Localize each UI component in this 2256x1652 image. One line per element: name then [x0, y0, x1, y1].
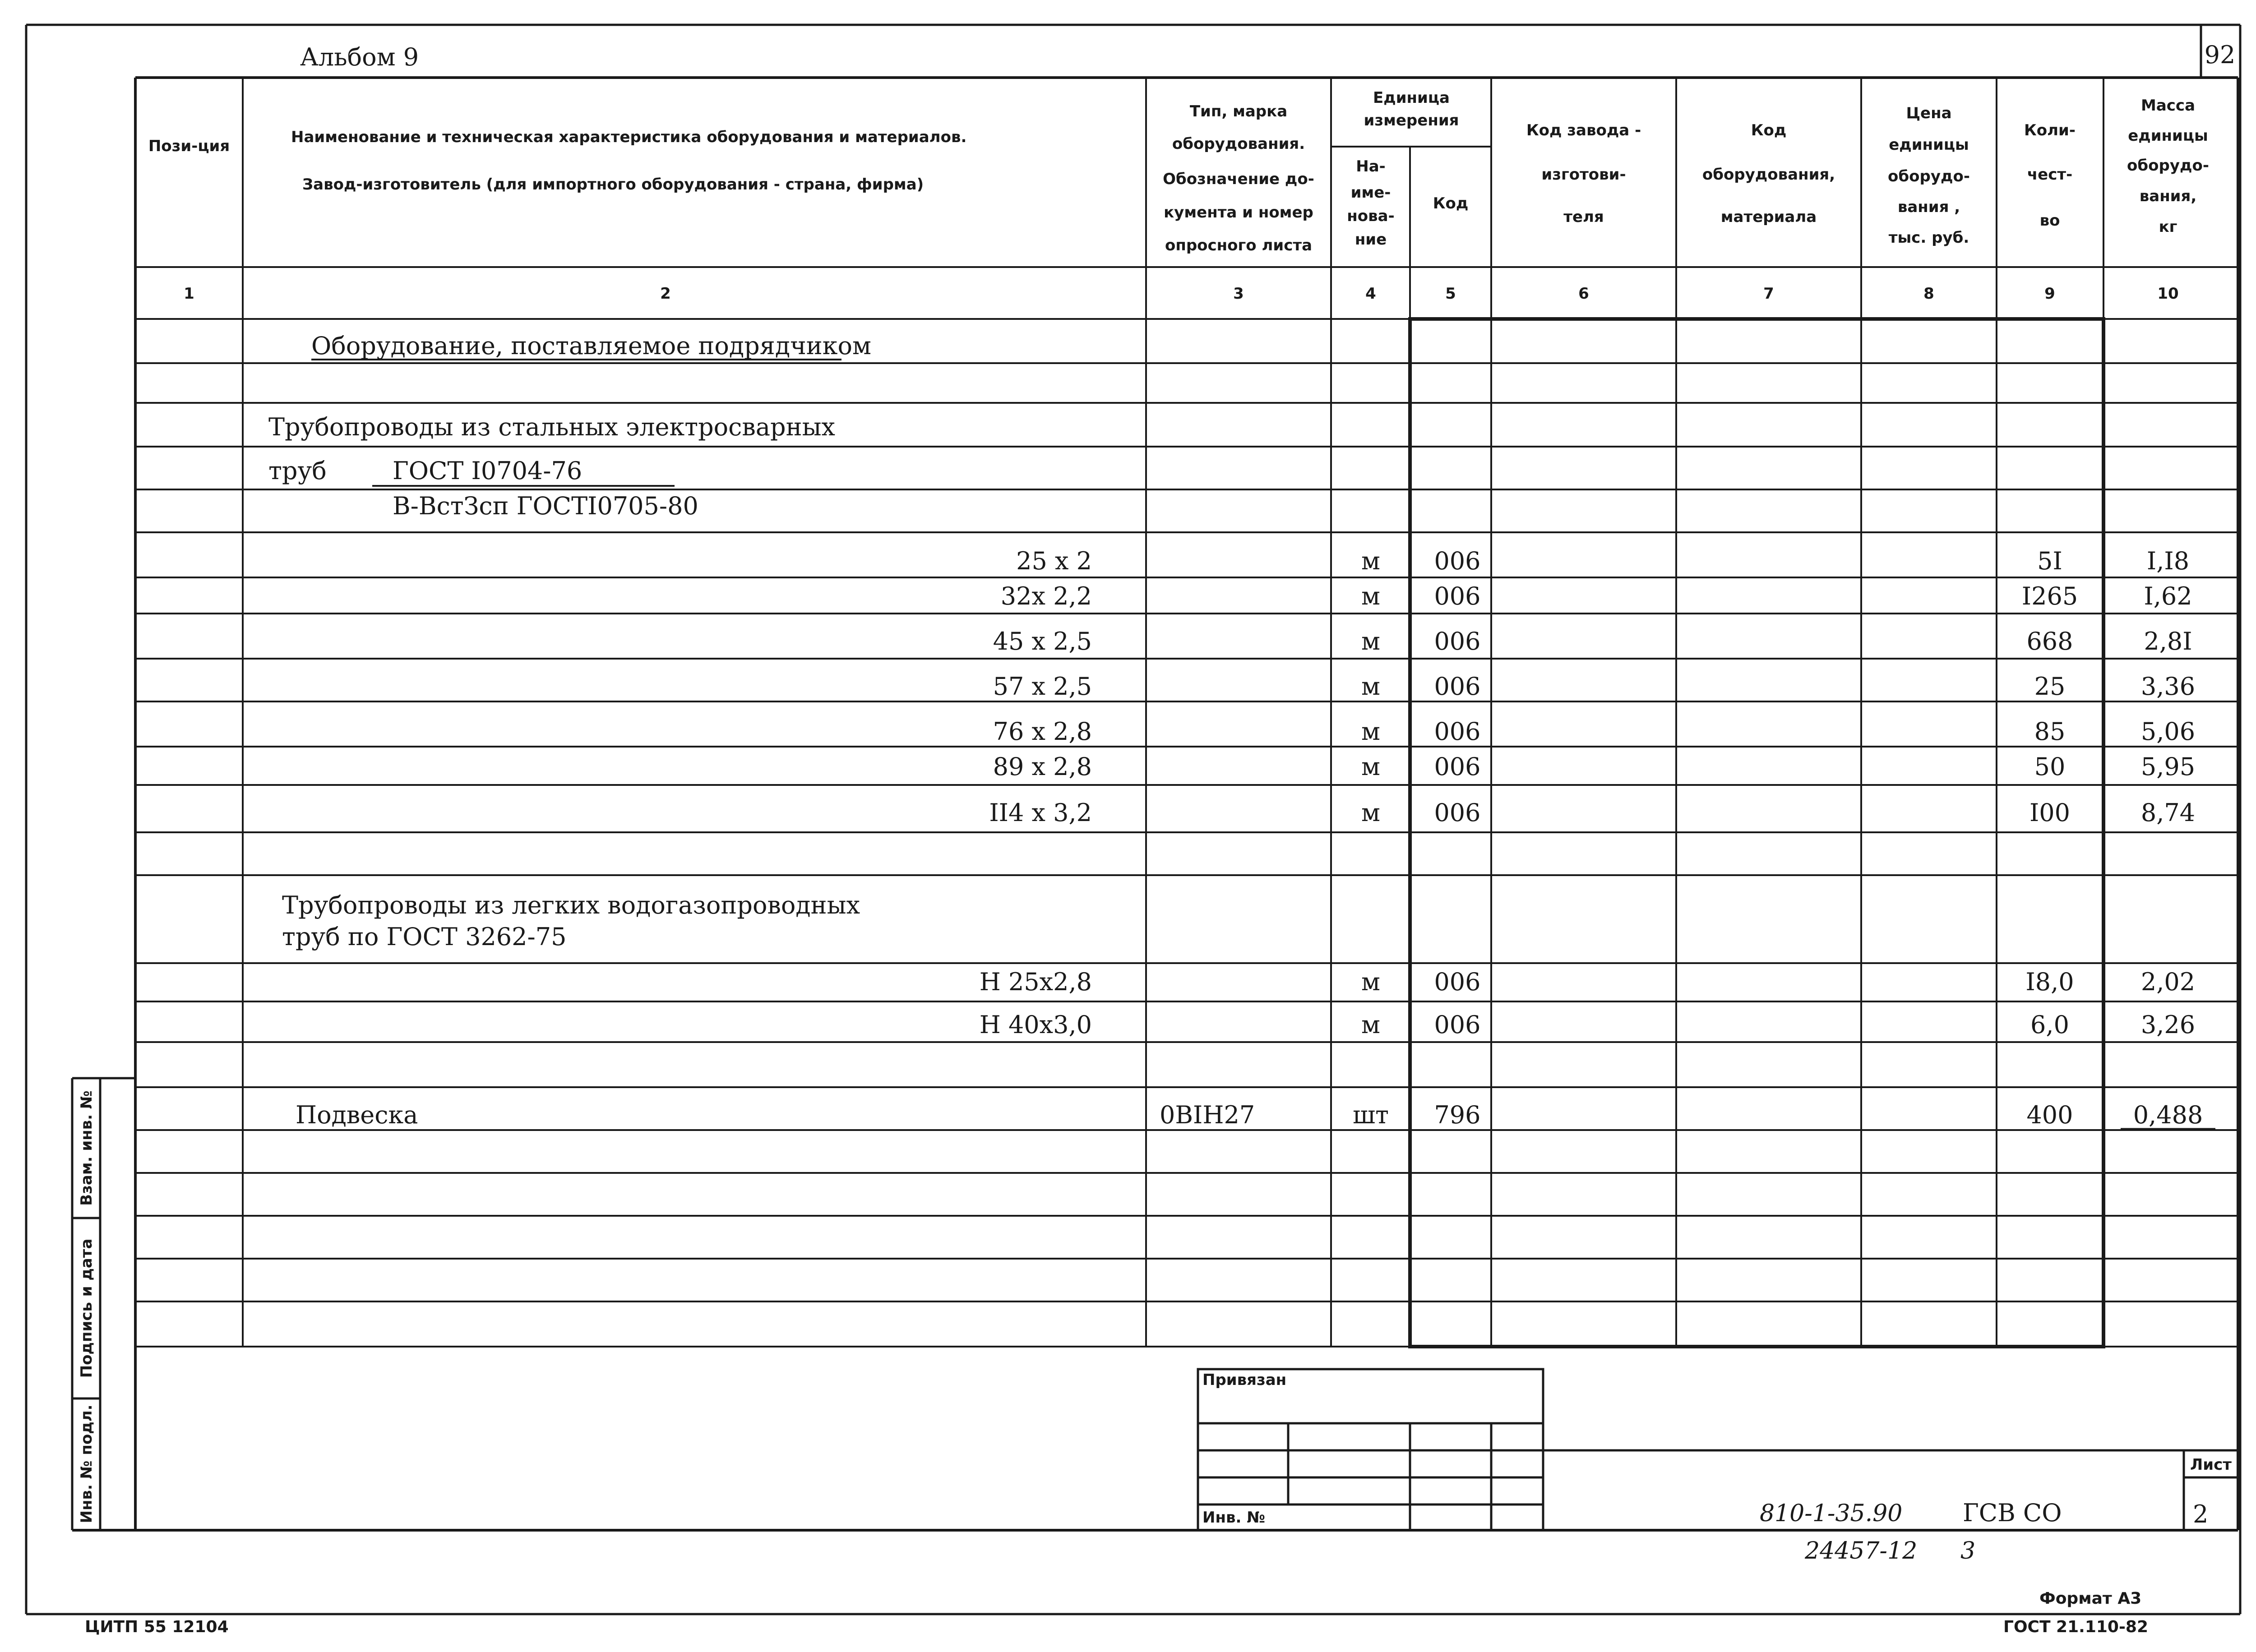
col10-line: Масса	[2140, 97, 2196, 115]
gost-footer: ГОСТ 21.110-82	[2003, 1618, 2149, 1636]
column-number: 10	[2157, 285, 2179, 303]
item-name: 57 х 2,5	[993, 672, 1092, 701]
sheet-frame	[26, 25, 2240, 1614]
column-numbers	[184, 285, 2179, 303]
item-name: 76 х 2,8	[993, 717, 1092, 746]
column-number: 8	[1923, 285, 1934, 303]
item-name: 25 х 2	[1016, 547, 1092, 575]
unit-group-title: измерения	[1364, 111, 1459, 129]
item-quantity: 400	[2026, 1101, 2073, 1129]
page-number: 92	[2204, 41, 2236, 69]
col7-line: материала	[1720, 208, 1817, 226]
col8-line: тыс. руб.	[1888, 229, 1969, 247]
col10-line: единицы	[2128, 127, 2208, 145]
column-number: 9	[2044, 285, 2055, 303]
item-code: 006	[1434, 627, 1481, 655]
list-number: 2	[2193, 1500, 2209, 1528]
item-unit: м	[1361, 1011, 1381, 1039]
item-quantity: 50	[2034, 752, 2066, 781]
item-unit: м	[1361, 582, 1381, 610]
col4-line: На-	[1356, 157, 1386, 175]
item-code: 006	[1434, 717, 1481, 746]
item-mass: 2,8I	[2144, 627, 2192, 655]
item-quantity: I265	[2021, 582, 2078, 610]
album-label: Альбом 9	[300, 43, 419, 71]
stamp-vzam-inv: Взам. инв. №	[78, 1090, 96, 1206]
item-code: 796	[1434, 1101, 1481, 1129]
item-mass: I,62	[2144, 582, 2192, 610]
col8-line: вания ,	[1897, 198, 1960, 216]
item-unit: м	[1361, 752, 1381, 781]
item-name: 89 х 2,8	[993, 752, 1092, 781]
column-number: 5	[1445, 285, 1456, 303]
item-quantity: 25	[2034, 672, 2066, 701]
column-number: 4	[1365, 285, 1376, 303]
section-code: ГСВ СО	[1963, 1499, 2062, 1527]
item-unit: шт	[1352, 1101, 1389, 1129]
item-mass: 8,74	[2140, 798, 2196, 827]
item-quantity: 6,0	[2030, 1011, 2069, 1039]
col2-title-line2: Завод-изготовитель (для импортного оборудования - страна, фирма)	[302, 175, 924, 194]
item-quantity: 5I	[2037, 547, 2062, 575]
table-row	[1001, 582, 2192, 610]
col7-line: оборудования,	[1702, 166, 1835, 184]
privyazan-label: Привязан	[1202, 1371, 1287, 1389]
group2-title-line1: Трубопроводы из легких водогазопроводных	[282, 891, 860, 919]
item-quantity: 85	[2034, 717, 2066, 746]
inv-no-label: Инв. №	[1202, 1509, 1266, 1527]
col4-line: нова-	[1347, 207, 1395, 225]
item-name: 45 х 2,5	[993, 627, 1092, 655]
unit-group-title: Единица	[1373, 89, 1450, 107]
col9-line: во	[2039, 212, 2060, 230]
item-mass: 0,488	[2133, 1101, 2203, 1129]
item-name: Н 25х2,8	[979, 968, 1092, 996]
col9-line: Коли-	[2024, 121, 2076, 139]
archive-number: 24457-12	[1805, 1537, 1918, 1564]
column-number: 7	[1763, 285, 1774, 303]
item-unit: м	[1361, 672, 1381, 701]
col3-line: Тип, марка	[1189, 102, 1288, 120]
item-unit: м	[1361, 547, 1381, 575]
table-header	[148, 89, 2209, 254]
group1-title-line3: В-ВстЗсп ГОСТI0705-80	[393, 492, 698, 520]
item-unit: м	[1361, 627, 1381, 655]
stamp-podpis-data: Подпись и дата	[78, 1238, 96, 1378]
item-code: 006	[1434, 1011, 1481, 1039]
table-row	[980, 968, 2195, 996]
group1-title-line1: Трубопроводы из стальных электросварных	[268, 413, 836, 441]
group2-title-line2: труб по ГОСТ 3262-75	[282, 923, 567, 951]
col4-line: име-	[1350, 184, 1391, 202]
col6-line: Код завода -	[1526, 121, 1641, 139]
item-unit: м	[1361, 968, 1381, 996]
item-code: 006	[1434, 752, 1481, 781]
document-designation: 810-1-35.90	[1760, 1500, 1903, 1527]
col10-line: вания,	[2139, 187, 2197, 205]
col4-line: ние	[1355, 231, 1387, 249]
col6-line: изготови-	[1541, 166, 1626, 184]
col5-title: Код	[1433, 194, 1469, 212]
col1-title	[148, 137, 230, 155]
item-mass: 5,95	[2140, 752, 2196, 781]
col6-line: теля	[1563, 208, 1604, 226]
col8-line: оборудо-	[1888, 167, 1970, 185]
item-quantity: I00	[2029, 798, 2071, 827]
item-quantity: 668	[2026, 627, 2073, 655]
item-code: 006	[1434, 547, 1481, 575]
column-number: 2	[660, 285, 671, 303]
format-label: Формат А3	[2039, 1589, 2142, 1608]
item-name: II4 х 3,2	[989, 798, 1092, 827]
item-unit: м	[1361, 798, 1381, 827]
table-row	[993, 717, 2195, 746]
col8-line: единицы	[1889, 136, 1969, 154]
col8-line: Цена	[1906, 104, 1952, 122]
col3-line: кумента и номер	[1164, 203, 1313, 221]
column-number: 1	[184, 285, 194, 303]
col1-title-text: Пози-ция	[148, 137, 230, 155]
col3-line: Обозначение до-	[1163, 170, 1314, 188]
item-code: 006	[1434, 968, 1481, 996]
item-mass: 3,36	[2140, 672, 2196, 701]
col10-line: кг	[2159, 218, 2177, 236]
spec-table-grid	[135, 78, 2238, 1347]
column-number: 6	[1578, 285, 1589, 303]
group1-title-prefix: труб	[268, 457, 327, 485]
item-quantity: I8,0	[2025, 968, 2074, 996]
item-name: 32х 2,2	[1000, 582, 1092, 610]
item-type: 0BIН27	[1160, 1101, 1255, 1129]
item-mass: 2,02	[2140, 968, 2196, 996]
col2-title-line1: Наименование и техническая характеристика оборудования и материалов.	[291, 128, 967, 146]
table-body	[268, 332, 871, 951]
item-mass: 5,06	[2140, 717, 2196, 746]
group1-title-gost: ГОСТ I0704-76	[393, 457, 582, 485]
item-unit: м	[1361, 717, 1381, 746]
item-name: Подвеска	[296, 1101, 418, 1129]
list-label: Лист	[2190, 1456, 2232, 1474]
archive-sheet: 3	[1960, 1537, 1976, 1564]
table-row	[296, 1101, 2215, 1129]
column-number: 3	[1233, 285, 1244, 303]
item-mass: 3,26	[2140, 1011, 2196, 1039]
table-row	[989, 798, 2195, 827]
title-block	[1198, 1369, 2238, 1530]
section-title: Оборудование, поставляемое подрядчиком	[311, 332, 872, 360]
item-code: 006	[1434, 672, 1481, 701]
table-row	[980, 1011, 2195, 1039]
item-mass: I,I8	[2146, 547, 2190, 575]
citp-footer: ЦИТП 55 12104	[85, 1618, 229, 1636]
col7-line: Код	[1751, 121, 1787, 139]
col3-line: оборудования.	[1172, 135, 1305, 153]
side-stamp	[72, 1078, 135, 1530]
table-row	[993, 627, 2192, 655]
item-code: 006	[1434, 582, 1481, 610]
stamp-inv-podl: Инв. № подл.	[78, 1404, 96, 1523]
table-row	[993, 672, 2195, 701]
col3-title	[1163, 102, 1314, 254]
col10-line: оборудо-	[2127, 157, 2209, 175]
col3-line: опросного листа	[1165, 236, 1313, 254]
item-name: Н 40х3,0	[979, 1011, 1092, 1039]
col9-line: чест-	[2027, 166, 2073, 184]
table-row	[993, 752, 2195, 781]
table-row	[1016, 547, 2189, 575]
item-code: 006	[1434, 798, 1481, 827]
